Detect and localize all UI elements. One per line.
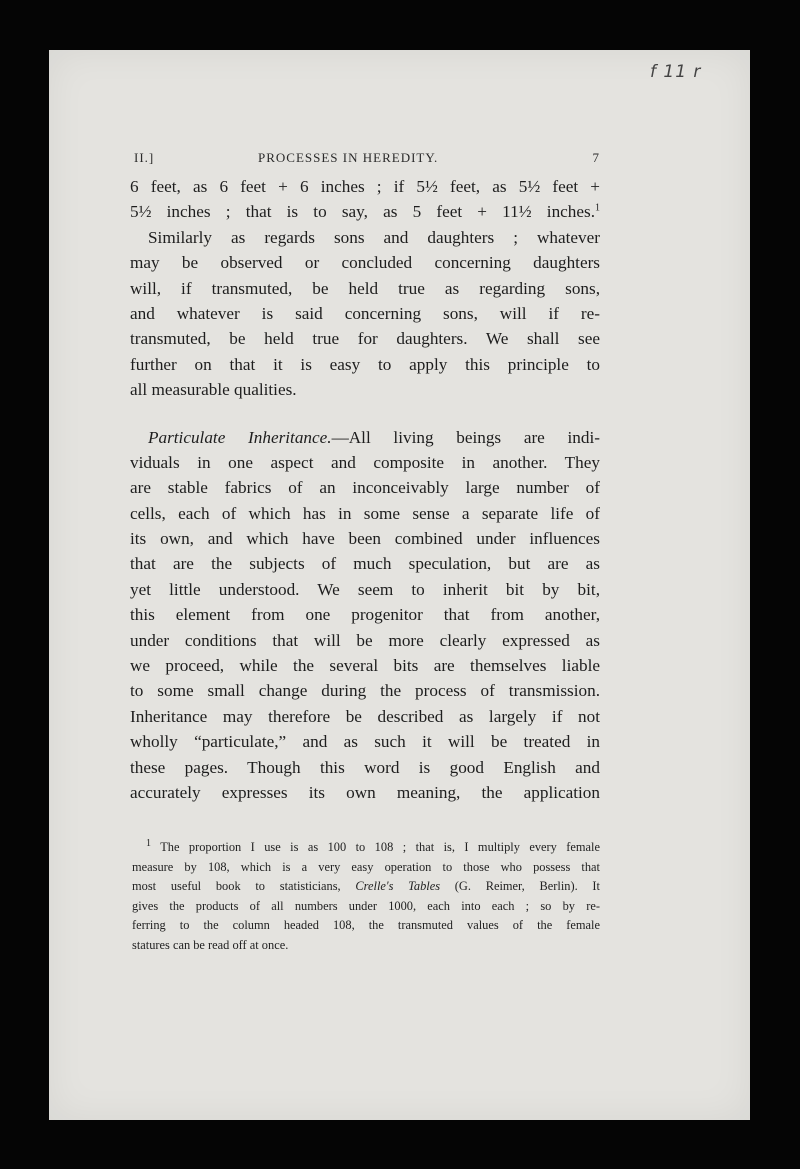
text-line: to some small change during the process of transmission. (130, 681, 600, 701)
handwritten-shelfmark: f 11 r (650, 62, 702, 82)
text-line-content: —All living beings are indi- (331, 427, 600, 447)
text-line: we proceed, while the several bits are themselves liable (130, 656, 600, 676)
text-line: yet little understood. We seem to inherit bit by bit, (130, 579, 600, 599)
text-line: these pages. Though this word is good English and (130, 757, 600, 777)
text-line: that are the subjects of much speculation, but are as (130, 554, 600, 574)
text-line: Similarly as regards sons and daughters ; whatever (148, 227, 600, 247)
footnote-text: (G. Reimer, Berlin). It (440, 879, 601, 893)
text-line: and whatever is said concerning sons, will if re- (130, 303, 600, 323)
text-line: its own, and which have been combined under influences (130, 529, 600, 549)
text-line: accurately expresses its own meaning, the application (130, 782, 600, 802)
running-title: PROCESSES IN HEREDITY. (258, 150, 439, 165)
text-line (130, 199, 600, 224)
text-line: will, if transmuted, be held true as regarding sons, (130, 278, 600, 298)
text-line: transmuted, be held true for daughters. We shall see (130, 329, 600, 349)
text-line: 6 feet, as 6 feet + 6 inches ; if 5½ feet, as 5½ feet + (130, 177, 600, 196)
page-number: 7 (592, 150, 600, 165)
footnote-reference: 1 (595, 202, 600, 214)
footnote-book-title: Crelle's Tables (355, 879, 441, 893)
text-line: may be observed or concluded concerning daughters (130, 253, 600, 273)
text-line: this element from one progenitor that from another, (130, 605, 600, 625)
footnote-line (132, 877, 600, 897)
footnote-text: The proportion I use is as 100 to 108 ; that is, I multiply every female (160, 840, 601, 854)
section-heading: Particulate Inheritance. (148, 427, 332, 447)
footnote-text: most useful book to statisticians, (132, 879, 356, 893)
text-line: wholly “particulate,” and as such it will be treated in (130, 732, 600, 752)
text-line-content: 5½ inches ; that is to say, as 5 feet + 11½ inches. (130, 202, 595, 222)
chapter-number: II.] (134, 150, 155, 165)
footnote-line (132, 838, 600, 858)
footnote-line: statures can be read off at once. (132, 937, 289, 952)
text-line: are stable fabrics of an inconceivably large number of (130, 478, 600, 498)
footnote-marker: 1 (146, 837, 151, 849)
text-line: all measurable qualities. (130, 380, 297, 400)
text-line: further on that it is easy to apply this principle to (130, 354, 600, 374)
paragraph-gap (130, 403, 600, 425)
footnote-line: measure by 108, which is a very easy operation to those who possess that (132, 859, 600, 874)
text-line: viduals in one aspect and composite in another. They (130, 452, 600, 472)
footnote-line: ferring to the column headed 108, the transmuted values of the female (132, 918, 600, 932)
text-line: Inheritance may therefore be described as largely if not (130, 706, 600, 726)
text-line (130, 425, 600, 450)
text-line: cells, each of which has in some sense a separate life of (130, 503, 600, 523)
footnote (132, 838, 600, 955)
footnote-line: gives the products of all numbers under 1000, each into each ; so by re- (132, 898, 600, 913)
text-line: under conditions that will be more clearly expressed as (130, 630, 600, 650)
body-text (130, 174, 600, 805)
